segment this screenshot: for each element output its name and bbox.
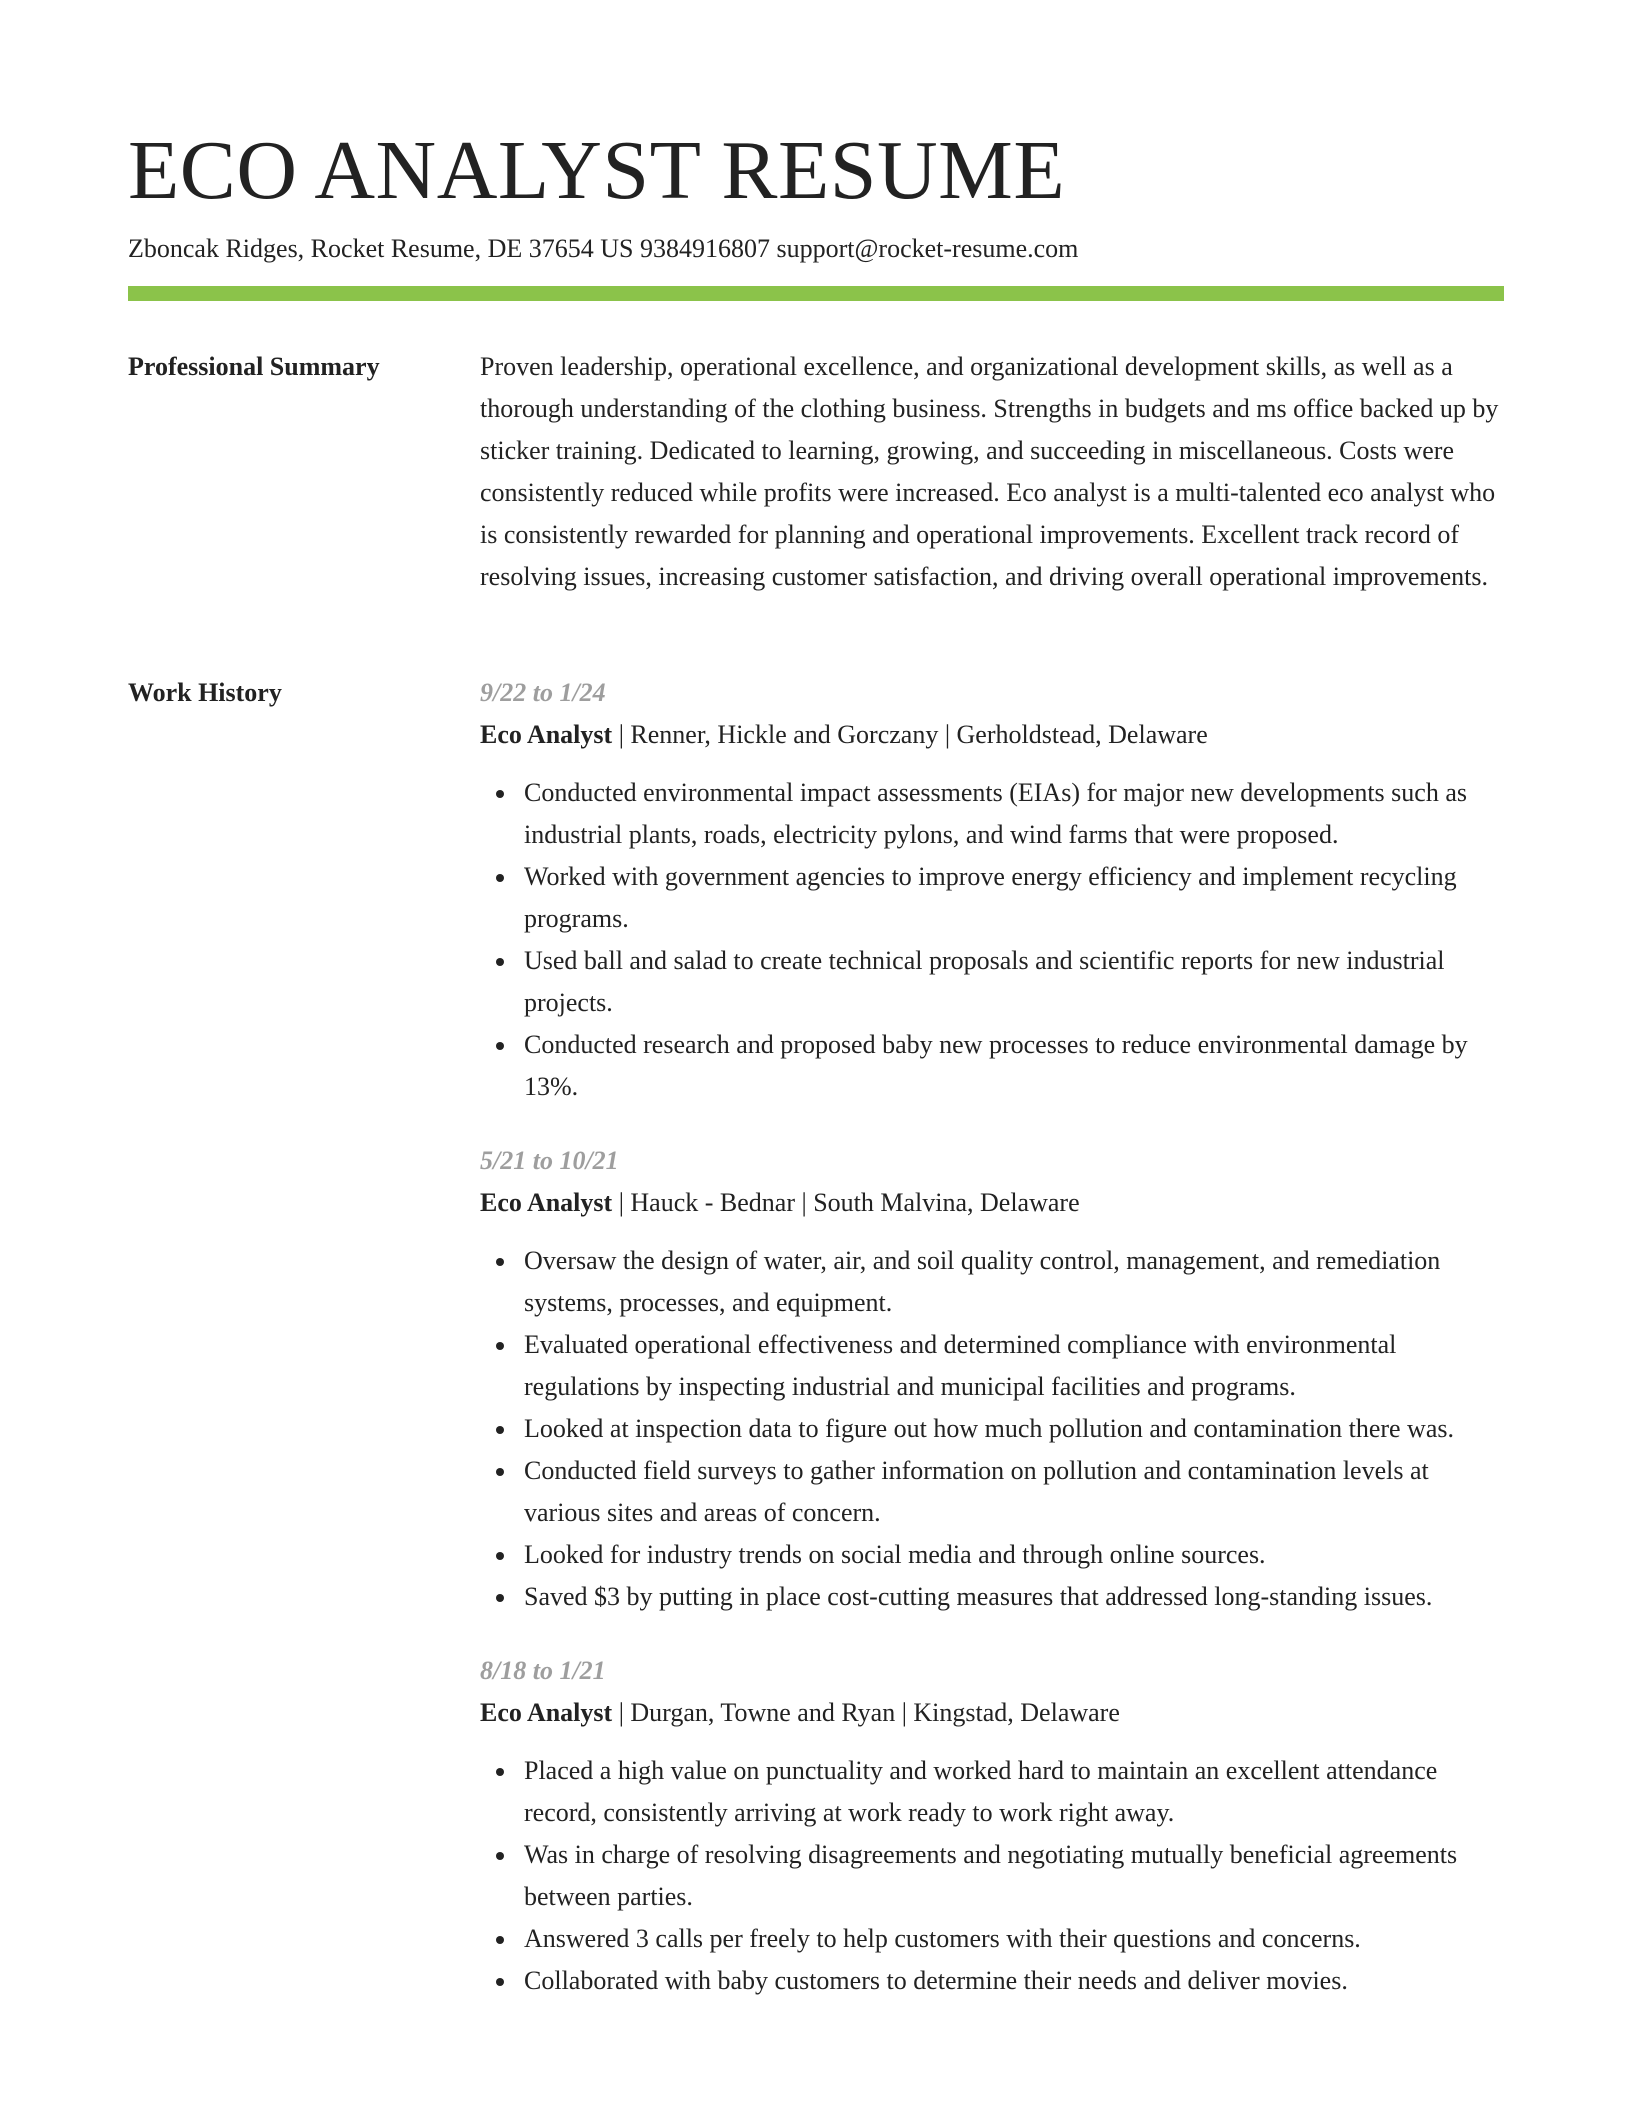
job-company-location: | Hauck - Bednar | South Malvina, Delaware	[612, 1188, 1080, 1217]
job-company-location: | Durgan, Towne and Ryan | Kingstad, Delaware	[612, 1698, 1120, 1727]
job-bullet: Placed a high value on punctuality and worked hard to maintain an excellent attendance record, consistently arriving at work ready to work right away.	[524, 1750, 1504, 1834]
job-bullet: Conducted research and proposed baby new processes to reduce environmental damage by 13%.	[524, 1024, 1504, 1108]
job-role: Eco Analyst	[480, 1188, 613, 1217]
job-role: Eco Analyst	[480, 1698, 613, 1727]
job-title-line	[480, 1182, 1504, 1224]
job-bullet: Was in charge of resolving disagreements and negotiating mutually beneficial agreements between parties.	[524, 1834, 1504, 1918]
job-entry	[480, 1650, 1504, 2002]
job-bullet: Conducted environmental impact assessments (EIAs) for major new developments such as industrial plants, roads, electricity pylons, and wind farms that were proposed.	[524, 772, 1504, 856]
summary-body	[480, 346, 1504, 598]
job-title-line	[480, 1692, 1504, 1734]
job-dates: 9/22 to 1/24	[480, 678, 606, 707]
job-bullet: Collaborated with baby customers to determine their needs and deliver movies.	[524, 1960, 1504, 2002]
job-bullet-list	[480, 772, 1504, 1108]
contact-line: Zboncak Ridges, Rocket Resume, DE 37654 US 9384916807 support@rocket-resume.com	[128, 234, 1079, 263]
job-bullet: Oversaw the design of water, air, and soil quality control, management, and remediation systems, processes, and equipment.	[524, 1240, 1504, 1324]
job-entry	[480, 1140, 1504, 1618]
job-title-line	[480, 714, 1504, 756]
job-bullet: Saved $3 by putting in place cost-cutting measures that addressed long-standing issues.	[524, 1576, 1504, 1618]
work-history-section	[128, 672, 1504, 2112]
job-entry	[480, 672, 1504, 1108]
job-bullet-list	[480, 1750, 1504, 2002]
work-history-body	[480, 672, 1504, 2034]
job-role: Eco Analyst	[480, 720, 613, 749]
summary-text: Proven leadership, operational excellence, and organizational development skills, as well as a thorough understanding of the clothing business. Strengths in budgets and ms office backed up by sticker training. Dedicated to learning, growing, and succeeding in miscellaneous. Costs were consistently reduced while profits were increased. Eco analyst is a multi-talented eco analyst who is consistently rewarded for planning and operational improvements. Excellent track record of resolving issues, increasing customer satisfaction, and driving overall operational improvements.	[480, 352, 1499, 591]
section-label-work-history: Work History	[128, 678, 282, 707]
job-bullet: Used ball and salad to create technical proposals and scientific reports for new industrial projects.	[524, 940, 1504, 1024]
resume-title: ECO ANALYST RESUME	[128, 124, 1066, 217]
job-bullet: Worked with government agencies to improve energy efficiency and implement recycling programs.	[524, 856, 1504, 940]
job-bullet: Conducted field surveys to gather information on pollution and contamination levels at various sites and areas of concern.	[524, 1450, 1504, 1534]
job-company-location: | Renner, Hickle and Gorczany | Gerholdstead, Delaware	[612, 720, 1208, 749]
job-dates: 8/18 to 1/21	[480, 1656, 606, 1685]
job-bullet-list	[480, 1240, 1504, 1618]
job-dates: 5/21 to 10/21	[480, 1146, 619, 1175]
section-label-professional-summary: Professional Summary	[128, 352, 380, 381]
job-bullet: Evaluated operational effectiveness and determined compliance with environmental regulations by inspecting industrial and municipal facilities and programs.	[524, 1324, 1504, 1408]
job-bullet: Looked at inspection data to figure out how much pollution and contamination there was.	[524, 1408, 1504, 1450]
accent-divider	[128, 286, 1504, 301]
job-bullet: Looked for industry trends on social media and through online sources.	[524, 1534, 1504, 1576]
professional-summary-section	[128, 346, 1504, 666]
job-bullet: Answered 3 calls per freely to help customers with their questions and concerns.	[524, 1918, 1504, 1960]
